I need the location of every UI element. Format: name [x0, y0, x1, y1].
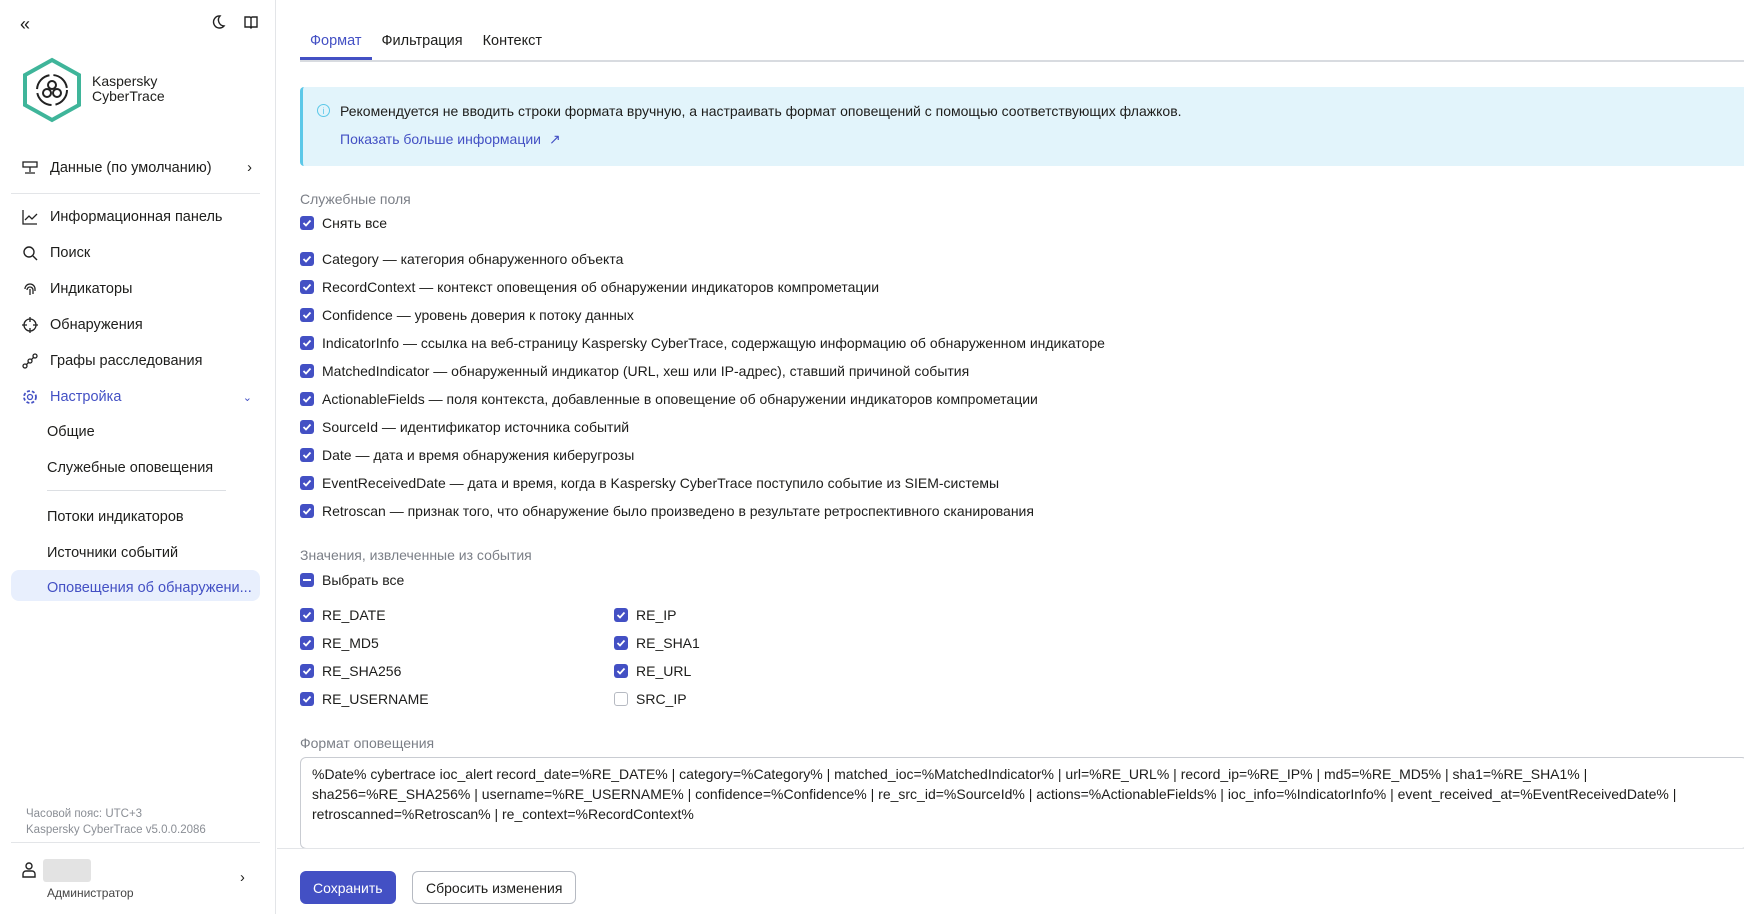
nav-settings[interactable]	[22, 385, 252, 409]
select-all-checkbox[interactable]	[300, 570, 404, 590]
chart-icon	[22, 209, 38, 225]
checkbox-label: Снять все	[322, 215, 388, 231]
divider	[11, 842, 260, 843]
info-icon: i	[317, 104, 330, 117]
checked-checkbox-icon	[300, 476, 314, 490]
nav-label: Настройка	[50, 389, 122, 405]
checkbox-label: Выбрать все	[322, 572, 405, 588]
server-icon	[22, 160, 38, 176]
checked-checkbox-icon	[300, 664, 314, 678]
service-field-checkbox[interactable]	[300, 417, 629, 437]
collapse-sidebar-icon[interactable]: «	[20, 14, 31, 34]
checked-checkbox-icon	[300, 392, 314, 406]
checked-checkbox-icon	[300, 636, 314, 650]
extracted-value-checkbox[interactable]	[614, 605, 676, 625]
checkbox-label: IndicatorInfo — ссылка на веб-страницу Kaspersky CyberTrace, содержащую информацию об обнаруженном индикаторе	[322, 335, 1105, 351]
service-field-checkbox[interactable]	[300, 361, 969, 381]
divider	[47, 490, 226, 491]
main-content	[277, 0, 1744, 914]
sidebar	[0, 0, 276, 914]
extracted-value-checkbox[interactable]	[300, 633, 379, 653]
indeterminate-checkbox-icon	[300, 573, 314, 587]
checkbox-label: RE_SHA1	[636, 635, 700, 651]
extracted-value-checkbox[interactable]	[614, 661, 691, 681]
checkbox-label: RecordContext — контекст оповещения об обнаружении индикаторов компрометации	[322, 279, 880, 295]
checked-checkbox-icon	[300, 364, 314, 378]
info-banner	[300, 87, 1744, 166]
extracted-values-title: Значения, извлеченные из события	[300, 547, 532, 563]
tab-context[interactable]: Контекст	[482, 33, 543, 49]
checkbox-label: RE_IP	[636, 607, 677, 623]
chevron-right-icon: ›	[240, 870, 245, 886]
checkbox-label: Confidence — уровень доверия к потоку данных	[322, 307, 634, 323]
unchecked-checkbox-icon	[614, 692, 628, 706]
version-label: Kaspersky CyberTrace v5.0.0.2086	[26, 824, 206, 836]
nav-label: Обнаружения	[50, 317, 143, 333]
checkbox-label: EventReceivedDate — дата и время, когда в Kaspersky CyberTrace поступило событие из SIEM-системы	[322, 475, 1000, 491]
nav-service-alerts[interactable]: Служебные оповещения	[47, 460, 214, 476]
format-title: Формат оповещения	[300, 735, 435, 751]
checked-checkbox-icon	[614, 608, 628, 622]
service-field-checkbox[interactable]	[300, 389, 1038, 409]
service-field-checkbox[interactable]	[300, 305, 634, 325]
checked-checkbox-icon	[300, 280, 314, 294]
checkbox-label: RE_DATE	[322, 607, 386, 623]
checked-checkbox-icon	[300, 420, 314, 434]
fingerprint-icon	[22, 281, 38, 297]
checked-checkbox-icon	[300, 308, 314, 322]
checked-checkbox-icon	[300, 504, 314, 518]
nav-search[interactable]	[22, 241, 90, 265]
nav-indicator-feeds[interactable]: Потоки индикаторов	[47, 509, 184, 525]
extracted-value-checkbox[interactable]	[300, 661, 401, 681]
user-menu[interactable]	[0, 848, 276, 908]
tab-filtering[interactable]: Фильтрация	[381, 33, 463, 49]
nav-label: Графы расследования	[50, 353, 203, 369]
search-icon	[22, 245, 38, 261]
user-avatar-redacted	[43, 859, 91, 882]
checked-checkbox-icon	[614, 636, 628, 650]
extracted-value-checkbox[interactable]	[300, 689, 429, 709]
dark-mode-moon-icon[interactable]	[210, 14, 226, 30]
checkbox-label: SRC_IP	[636, 691, 687, 707]
checkbox-label: ActionableFields — поля контекста, добавленные в оповещение об обнаружении индикаторов компрометации	[322, 391, 1038, 407]
checked-checkbox-icon	[300, 252, 314, 266]
nav-indicators[interactable]	[22, 277, 132, 301]
service-field-checkbox[interactable]	[300, 277, 879, 297]
checkbox-label: SourceId — идентификатор источника событий	[322, 419, 630, 435]
checked-checkbox-icon	[300, 448, 314, 462]
checkbox-label: Category — категория обнаруженного объекта	[322, 251, 624, 267]
chevron-down-icon: ⌄	[242, 391, 252, 404]
data-source-selector[interactable]	[22, 156, 252, 180]
checked-checkbox-icon	[614, 664, 628, 678]
service-field-checkbox[interactable]	[300, 445, 634, 465]
help-book-icon[interactable]	[243, 14, 259, 30]
gear-icon	[22, 389, 38, 405]
alert-format-textarea[interactable]: %Date% cybertrace ioc_alert record_date=%RE_DATE% | category=%Category% | matched_ioc=%MatchedIndicator% | url=%RE_URL% | record_ip=%RE_IP% | md5=%RE_MD5% | sha1=%RE_SHA1% | sha256=%RE_SHA256% | username=%RE_USERNAME% | confidence=%Confidence% | re_src_id=%SourceId% | actions=%ActionableFields% | ioc_info=%IndicatorInfo% | event_received_at=%EventReceivedDate% | retroscanned=%Retroscan% | re_context=%RecordContext%	[300, 757, 1744, 849]
chevron-right-icon: ›	[247, 160, 252, 176]
nav-investigation-graphs[interactable]	[22, 349, 202, 373]
checkbox-label: RE_MD5	[322, 635, 379, 651]
footer-info	[26, 806, 206, 838]
product-name	[92, 74, 165, 104]
divider	[11, 193, 260, 194]
data-source-label: Данные (по умолчанию)	[50, 160, 212, 176]
user-role: Администратор	[47, 886, 134, 900]
checkbox-label: Retroscan — признак того, что обнаружение было произведено в результате ретроспективного сканирования	[322, 503, 1034, 519]
info-text: Рекомендуется не вводить строки формата вручную, а настраивать формат оповещений с помощью соответствующих флажков.	[340, 103, 1182, 119]
service-fields-title: Служебные поля	[300, 191, 411, 207]
service-field-checkbox[interactable]	[300, 473, 999, 493]
checkbox-label: Date — дата и время обнаружения киберугрозы	[322, 447, 635, 463]
checkbox-label: MatchedIndicator — обнаруженный индикатор (URL, хеш или IP-адрес), ставший причиной события	[322, 363, 970, 379]
product-logo	[21, 57, 83, 127]
checked-checkbox-icon	[300, 608, 314, 622]
service-field-checkbox[interactable]	[300, 501, 1034, 521]
more-info-label: Показать больше информации	[340, 131, 541, 147]
reset-changes-button[interactable]: Сбросить изменения	[412, 871, 576, 904]
save-button[interactable]: Сохранить	[300, 871, 396, 904]
service-field-checkbox[interactable]	[300, 249, 623, 269]
deselect-all-checkbox[interactable]	[300, 213, 387, 233]
extracted-value-checkbox[interactable]	[614, 689, 687, 709]
checked-checkbox-icon	[300, 336, 314, 350]
nav-event-sources[interactable]: Источники событий	[47, 545, 179, 561]
nav-label: Индикаторы	[50, 281, 133, 297]
checkbox-label: RE_USERNAME	[322, 691, 429, 707]
more-info-link[interactable]	[340, 131, 561, 148]
extracted-value-checkbox[interactable]	[300, 605, 386, 625]
timezone-label: Часовой пояс: UTC+3	[26, 808, 143, 820]
nav-label: Поиск	[50, 245, 91, 261]
brand-line-2: CyberTrace	[92, 88, 165, 104]
brand-line-1: Kaspersky	[92, 73, 158, 89]
crosshair-icon	[22, 317, 38, 333]
nav-general[interactable]: Общие	[47, 424, 95, 440]
tab-format[interactable]: Формат	[300, 28, 372, 60]
nav-label: Информационная панель	[50, 209, 223, 225]
checked-checkbox-icon	[300, 692, 314, 706]
checked-checkbox-icon	[300, 216, 314, 230]
service-field-checkbox[interactable]	[300, 333, 1105, 353]
nav-detection-alerts-label: Оповещения об обнаружени...	[47, 580, 252, 596]
nav-dashboard[interactable]	[22, 205, 222, 229]
checkbox-label: RE_URL	[636, 663, 692, 679]
external-link-icon: ↗	[548, 131, 561, 147]
graph-icon	[22, 353, 38, 369]
user-icon	[22, 862, 36, 878]
nav-detections[interactable]	[22, 313, 143, 337]
extracted-value-checkbox[interactable]	[614, 633, 700, 653]
checkbox-label: RE_SHA256	[322, 663, 402, 679]
tab-bar	[300, 28, 1744, 62]
